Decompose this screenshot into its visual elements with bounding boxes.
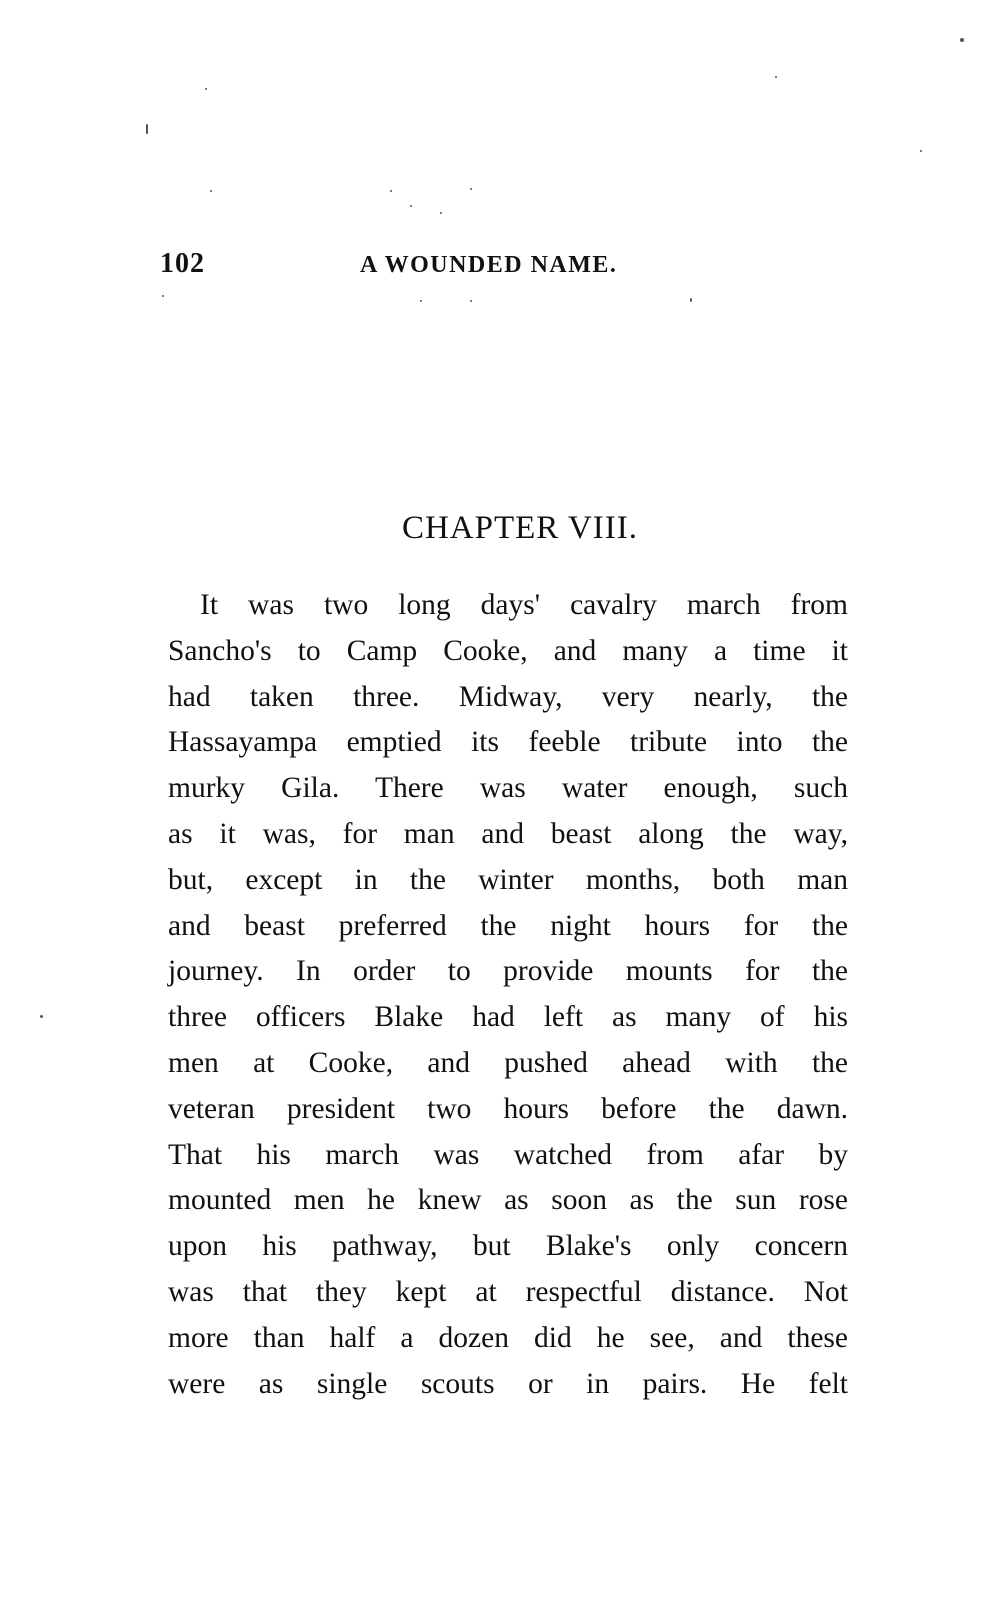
text-line: but, except in the winter months, both man (168, 863, 848, 896)
text-line: more than half a dozen did he see, and these (168, 1321, 848, 1354)
text-line: as it was, for man and beast along the way, (168, 817, 848, 850)
scan-speck (470, 188, 472, 190)
scan-speck (920, 150, 922, 152)
text-line: Hassayampa emptied its feeble tribute into the (168, 726, 848, 759)
scan-speck (205, 88, 207, 90)
text-line: veteran president two hours before the dawn. (168, 1092, 848, 1125)
scan-speck (146, 124, 148, 134)
text-line: Sancho's to Camp Cooke, and many a time it (168, 634, 848, 667)
text-line: mounted men he knew as soon as the sun rose (168, 1184, 848, 1217)
text-line: journey. In order to provide mounts for the (168, 955, 848, 988)
scan-speck (690, 298, 692, 302)
running-head (150, 248, 710, 288)
chapter-title: CHAPTER VIII. (401, 510, 639, 546)
body-text (168, 583, 848, 1407)
text-line: and beast preferred the night hours for the (168, 909, 848, 942)
scan-speck (960, 38, 964, 42)
text-line: were as single scouts or in pairs. He felt (168, 1367, 848, 1400)
scan-speck (775, 76, 777, 78)
scan-speck (390, 190, 392, 192)
running-title: A WOUNDED NAME. (360, 252, 618, 278)
text-line: That his march was watched from afar by (168, 1138, 848, 1171)
text-line: three officers Blake had left as many of his (168, 1001, 848, 1034)
scan-speck (410, 205, 412, 207)
scan-speck (440, 212, 442, 214)
scan-speck (420, 300, 422, 302)
scan-speck (210, 190, 212, 192)
text-line: It was two long days' cavalry march from (200, 589, 848, 621)
scan-speck (470, 300, 472, 302)
text-line: upon his pathway, but Blake's only concern (168, 1230, 848, 1263)
scan-speck (162, 295, 164, 297)
text-line: murky Gila. There was water enough, such (168, 772, 848, 805)
text-line: men at Cooke, and pushed ahead with the (168, 1046, 848, 1079)
text-line: had taken three. Midway, very nearly, the (168, 680, 848, 713)
page-number: 102 (160, 248, 205, 279)
scan-speck (40, 1015, 43, 1018)
text-line: was that they kept at respectful distance. Not (168, 1275, 848, 1308)
